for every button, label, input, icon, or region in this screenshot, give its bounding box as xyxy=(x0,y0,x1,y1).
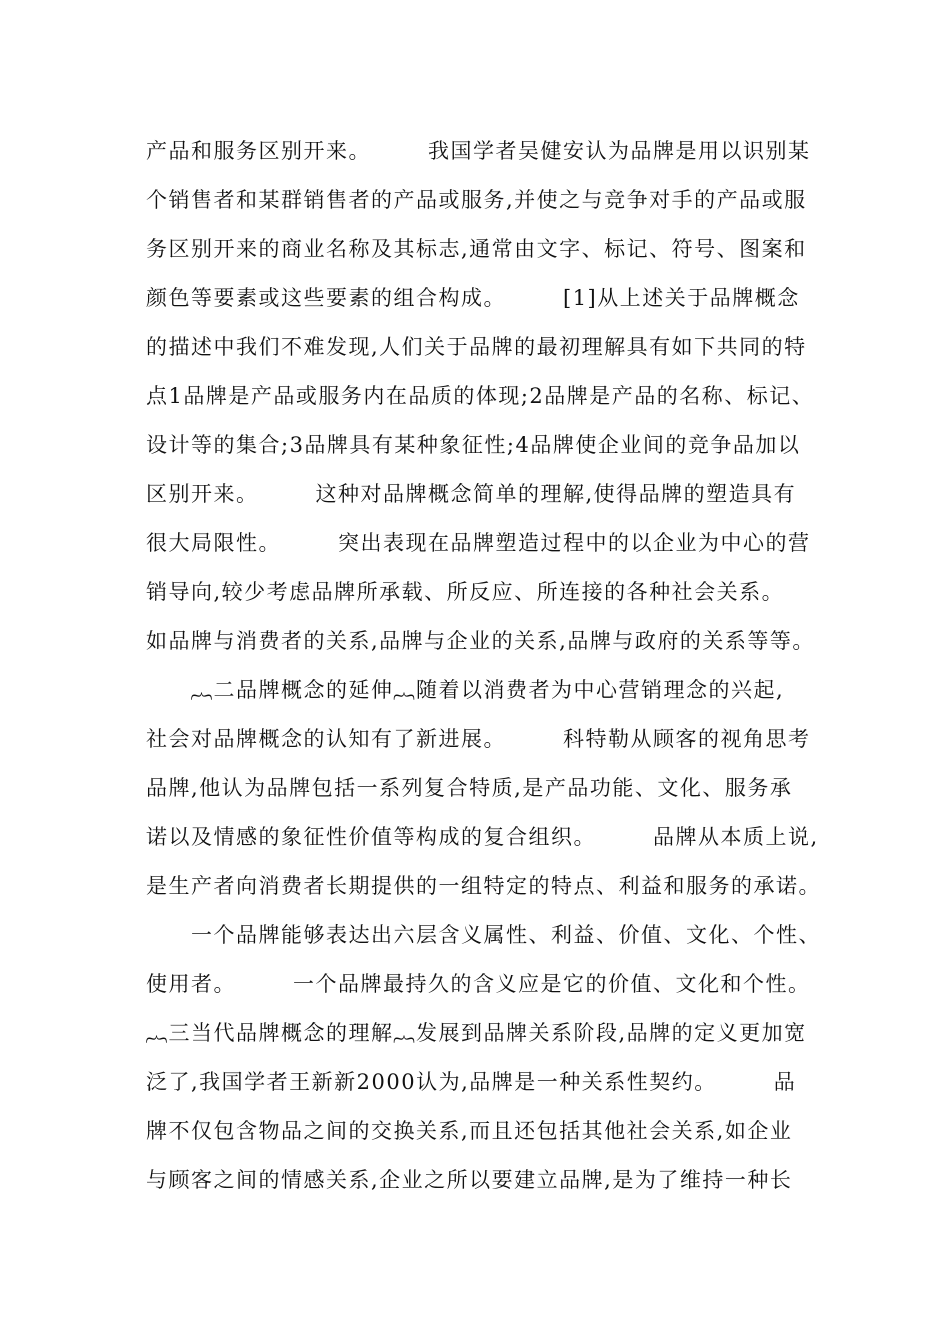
section-heading-line: ︷二品牌概念的延伸︷随着以消费者为中心营销理念的兴起, xyxy=(146,678,785,702)
text-line: 社会对品牌概念的认知有了新进展。 科特勒从顾客的视角思考 xyxy=(146,727,811,751)
text-line: 产品和服务区别开来。 我国学者吴健安认为品牌是用以识别某 xyxy=(146,139,811,163)
text-line: 的描述中我们不难发现,人们关于品牌的最初理解具有如下共同的特 xyxy=(146,335,807,359)
text-line: 使用者。 一个品牌最持久的含义应是它的价值、文化和个性。 xyxy=(146,972,811,996)
text-line: 诺以及情感的象征性价值等构成的复合组织。 品牌从本质上说, xyxy=(146,825,819,849)
text-line: 务区别开来的商业名称及其标志,通常由文字、标记、符号、图案和 xyxy=(146,237,807,261)
text-line: 是生产者向消费者长期提供的一组特定的特点、利益和服务的承诺。 xyxy=(146,874,821,898)
text-line: 个销售者和某群销售者的产品或服务,并使之与竞争对手的产品或服 xyxy=(146,188,807,212)
text-line: 如品牌与消费者的关系,品牌与企业的关系,品牌与政府的关系等等。 xyxy=(146,629,815,653)
text-line: 一个品牌能够表达出六层含义属性、利益、价值、文化、个性、 xyxy=(146,923,821,947)
text-line: 牌不仅包含物品之间的交换关系,而且还包括其他社会关系,如企业 xyxy=(146,1119,793,1143)
text-line: 销导向,较少考虑品牌所承载、所反应、所连接的各种社会关系。 xyxy=(146,580,785,604)
text-line: 很大局限性。 突出表现在品牌塑造过程中的以企业为中心的营 xyxy=(146,531,811,555)
text-line: 点1品牌是产品或服务内在品质的体现;2品牌是产品的名称、标记、 xyxy=(146,384,815,408)
section-heading-line: ︷三当代品牌概念的理解︷发展到品牌关系阶段,品牌的定义更加宽 xyxy=(146,1021,807,1045)
text-line: 泛了,我国学者王新新2000认为,品牌是一种关系性契约。 品 xyxy=(146,1070,797,1094)
text-line: 区别开来。 这种对品牌概念简单的理解,使得品牌的塑造具有 xyxy=(146,482,797,506)
text-line: 颜色等要素或这些要素的组合构成。 [1]从上述关于品牌概念 xyxy=(146,286,800,310)
text-line: 与顾客之间的情感关系,企业之所以要建立品牌,是为了维持一种长 xyxy=(146,1168,793,1192)
text-line: 品牌,他认为品牌包括一系列复合特质,是产品功能、文化、服务承 xyxy=(146,776,793,800)
text-line: 设计等的集合;3品牌具有某种象征性;4品牌使企业间的竞争品加以 xyxy=(146,433,801,457)
